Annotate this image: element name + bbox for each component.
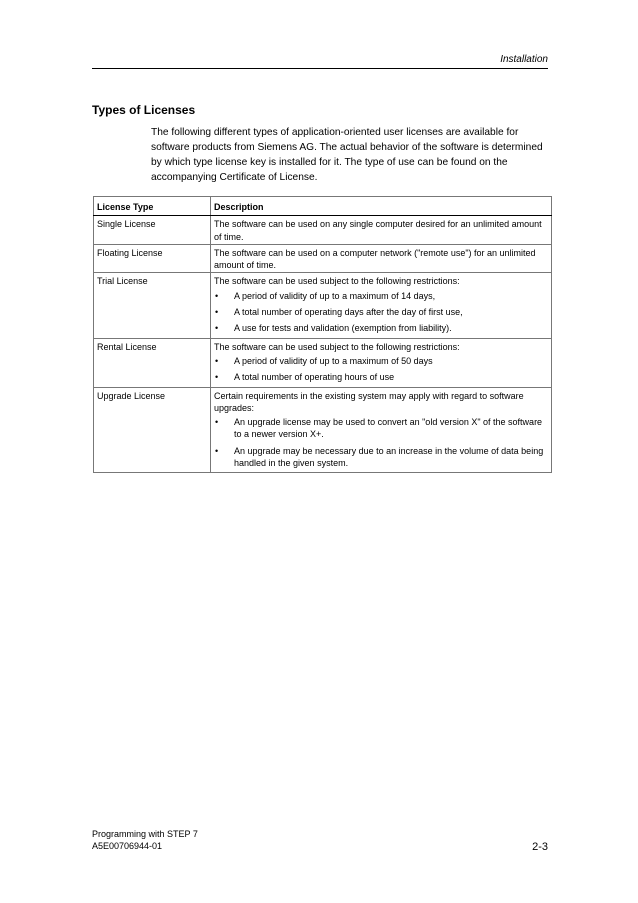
description-cell [211,244,552,273]
license-type-cell: Upgrade License [94,387,211,473]
description-text: The software can be used on a computer network ("remote use") for an unlimited amount of time. [214,247,536,271]
column-header-license-type: License Type [94,197,211,216]
license-type-cell: Trial License [94,273,211,338]
list-item-text: A total number of operating hours of use [234,372,395,383]
page-number: 2-3 [532,841,548,853]
license-type-cell: Single License [94,216,211,245]
table-row [94,273,552,338]
description-text: Certain requirements in the existing system may apply with regard to software upgrades: [214,390,524,413]
section-heading: Types of Licenses [92,103,196,117]
list-item [214,443,548,472]
restriction-list [214,288,548,337]
description-cell [211,338,552,387]
bullet-dot-icon: • [215,323,219,334]
list-item-text: A use for tests and validation (exemption from liability). [234,323,452,334]
intro-paragraph: The following different types of application-oriented user licenses are available for software products from Siemens AG. The actual behavior of the software is determined by which type license key is installed for it. The type of use can be found on the accompanying Certificate of License. [151,127,543,183]
list-item-text: A total number of operating days after the day of first use, [234,307,463,318]
license-type-cell: Floating License [94,244,211,273]
description-text: The software can be used subject to the following restrictions: [214,341,460,352]
license-table [93,196,552,473]
list-item-text: An upgrade may be necessary due to an increase in the volume of data being handled in the given system. [234,445,544,469]
restriction-list [214,353,548,386]
list-item [214,320,548,336]
bullet-dot-icon: • [215,445,219,456]
bullet-dot-icon: • [215,290,219,301]
table-row [94,216,552,245]
bullet-dot-icon: • [215,307,219,318]
footer-document-title: Programming with STEP 7 [92,829,198,839]
header-title: Installation [500,54,548,65]
table-row [94,387,552,473]
description-cell [211,216,552,245]
bullet-dot-icon: • [215,355,219,366]
header-rule [92,68,548,69]
description-cell [211,273,552,338]
list-item [214,304,548,320]
license-type-cell: Rental License [94,338,211,387]
description-cell [211,387,552,473]
restriction-list [214,414,548,471]
footer-document-number: A5E00706944-01 [92,841,163,851]
bullet-dot-icon: • [215,372,219,383]
list-item-text: A period of validity of up to a maximum of 14 days, [234,290,436,301]
column-header-description: Description [211,197,552,216]
list-item [214,369,548,385]
list-item-text: An upgrade license may be used to convert an "old version X" of the software to a newer version X+. [234,417,543,440]
page-footer [92,828,198,852]
list-item [214,353,548,369]
description-text: The software can be used on any single computer desired for an unlimited amount of time. [214,219,542,242]
table-row [94,244,552,273]
description-text: The software can be used subject to the following restrictions: [214,276,460,287]
table-header-row [94,197,552,216]
bullet-dot-icon: • [215,417,219,428]
list-item-text: A period of validity of up to a maximum of 50 days [234,355,433,366]
list-item [214,414,548,443]
table-row [94,338,552,387]
list-item [214,288,548,304]
